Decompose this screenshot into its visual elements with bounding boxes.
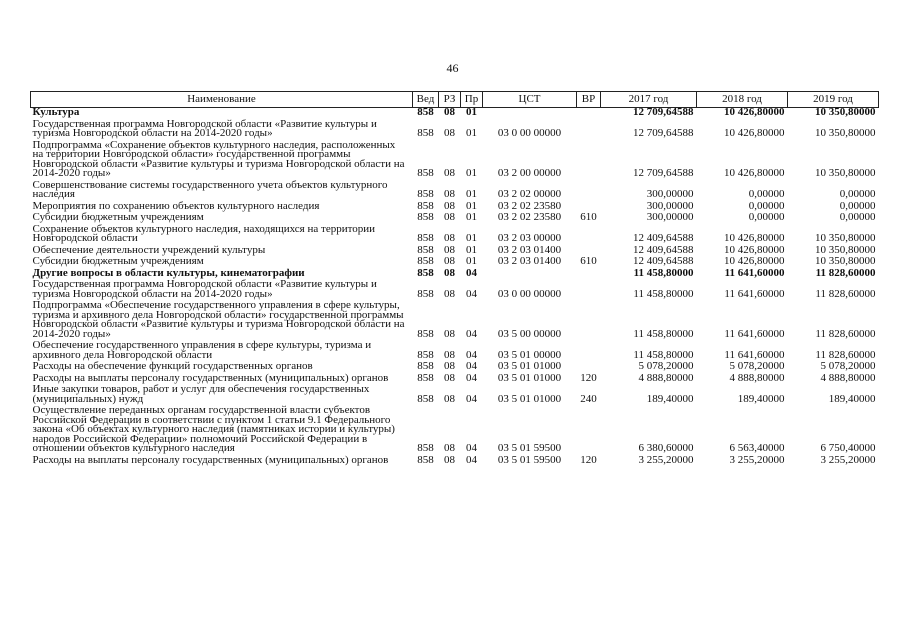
row-name: Иные закупки товаров, работ и услуг для обеспечения государственных (муниципальных) нужд <box>32 383 370 405</box>
row-amount-2019: 10 350,80000 <box>815 106 876 118</box>
row-ved: 858 <box>417 199 434 212</box>
row-amount-2017: 5 078,20000 <box>638 360 694 372</box>
row-rz: 08 <box>444 127 455 139</box>
row-amount-2017: 12 409,64588 <box>633 232 694 244</box>
row-cst: 03 2 00 00000 <box>497 167 562 179</box>
row-cst: 03 2 03 01400 <box>497 243 562 256</box>
table-row <box>31 278 879 299</box>
row-rz: 08 <box>444 371 455 384</box>
row-vr <box>577 139 601 179</box>
row-pr: 04 <box>466 392 477 405</box>
row-amount-2019: 10 350,80000 <box>815 255 876 267</box>
row-vr <box>577 339 601 360</box>
row-name: Мероприятия по сохранению объектов культурного наследия <box>32 199 320 212</box>
row-cst <box>483 108 577 118</box>
row-rz: 08 <box>444 392 455 405</box>
row-amount-2018: 10 426,80000 <box>724 127 785 139</box>
row-cst: 03 5 01 01000 <box>497 392 562 405</box>
row-cst: 03 5 01 01000 <box>497 360 562 372</box>
header-col-name: Наименование <box>31 92 413 108</box>
row-amount-2018: 11 641,60000 <box>724 327 785 340</box>
row-amount-2019: 10 350,80000 <box>815 232 876 244</box>
row-pr: 04 <box>466 327 477 340</box>
row-vr <box>577 267 601 279</box>
row-pr: 01 <box>466 106 477 118</box>
row-pr: 01 <box>466 211 477 223</box>
row-name: Подпрограмма «Обеспечение государственного управления в сфере культуры, туризма и архивного дела Новгородской области» государственной программы Новгородской области «Развитие культуры и туризма Новгородской области на 2014-2020 годы» <box>32 299 405 340</box>
table-row <box>31 179 879 200</box>
row-ved: 858 <box>417 371 434 384</box>
row-amount-2017: 4 888,80000 <box>638 371 694 384</box>
row-name: Совершенствование системы государственного учета объектов культурного наследия <box>32 178 388 200</box>
row-rz: 08 <box>444 188 455 200</box>
row-vr <box>577 118 601 139</box>
row-rz: 08 <box>444 199 455 212</box>
table-row <box>31 118 879 139</box>
row-cst: 03 5 01 01000 <box>497 371 562 384</box>
table-row <box>31 454 879 466</box>
row-amount-2018: 0,00000 <box>748 211 785 223</box>
row-pr: 01 <box>466 127 477 139</box>
row-amount-2017: 12 409,64588 <box>633 255 694 267</box>
row-cst <box>483 267 577 279</box>
row-amount-2018: 11 641,60000 <box>724 348 785 361</box>
row-pr: 04 <box>466 442 477 454</box>
row-cst: 03 0 00 00000 <box>497 287 562 300</box>
row-rz: 08 <box>444 453 455 466</box>
row-pr: 04 <box>466 453 477 466</box>
row-rz: 08 <box>444 442 455 454</box>
row-name: Государственная программа Новгородской области «Развитие культуры и туризма Новгородской области на 2014-2020 годы» <box>32 117 377 139</box>
table-row <box>31 139 879 179</box>
row-amount-2017: 300,00000 <box>646 188 694 200</box>
row-ved: 858 <box>417 360 434 372</box>
row-pr: 01 <box>466 167 477 179</box>
row-amount-2017: 6 380,60000 <box>638 442 694 454</box>
row-amount-2018: 10 426,80000 <box>724 255 785 267</box>
row-vr <box>577 223 601 244</box>
row-cst: 03 5 00 00000 <box>497 327 562 340</box>
table-row <box>31 211 879 223</box>
row-name: Расходы на обеспечение функций государственных органов <box>32 360 313 372</box>
row-vr <box>577 200 601 212</box>
row-ved: 858 <box>417 127 434 139</box>
row-amount-2019: 11 828,60000 <box>815 287 876 300</box>
row-pr: 01 <box>466 232 477 244</box>
row-ved: 858 <box>417 442 434 454</box>
row-amount-2017: 12 709,64588 <box>633 106 694 118</box>
row-name: Осуществление переданных органам государственной власти субъектов Российской Федерации в соответствии с пунктом 1 статьи 9.1 Федерального закона «Об объектах культурного наследия (памятниках истории и культуры) народов Российской Федерации» полномочий Российской Федерации в отношении объектов культурного наследия <box>32 404 395 454</box>
row-amount-2017: 12 709,64588 <box>633 127 694 139</box>
header-col-cst: ЦСТ <box>483 92 577 108</box>
table-row <box>31 267 879 279</box>
table-row <box>31 200 879 212</box>
row-amount-2017: 11 458,80000 <box>633 266 694 279</box>
table-body <box>31 108 879 466</box>
row-vr <box>577 404 601 454</box>
row-name: Расходы на выплаты персоналу государственных (муниципальных) органов <box>32 453 389 466</box>
row-amount-2017: 189,40000 <box>646 392 694 405</box>
budget-table <box>30 91 879 465</box>
row-ved: 858 <box>417 255 434 267</box>
row-amount-2019: 11 828,60000 <box>815 348 876 361</box>
row-amount-2018: 11 641,60000 <box>724 266 785 279</box>
row-ved: 858 <box>417 167 434 179</box>
row-vr <box>577 360 601 372</box>
row-vr: 120 <box>580 371 597 384</box>
table-row <box>31 299 879 339</box>
row-vr <box>577 108 601 118</box>
table-row <box>31 339 879 360</box>
row-pr: 04 <box>466 348 477 361</box>
row-amount-2019: 10 350,80000 <box>815 243 876 256</box>
row-rz: 08 <box>444 167 455 179</box>
row-name: Государственная программа Новгородской области «Развитие культуры и туризма Новгородской области на 2014-2020 годы» <box>32 278 377 300</box>
row-amount-2018: 10 426,80000 <box>724 243 785 256</box>
row-amount-2019: 0,00000 <box>839 211 876 223</box>
row-pr: 01 <box>466 188 477 200</box>
row-amount-2019: 11 828,60000 <box>815 266 876 279</box>
row-rz: 08 <box>444 348 455 361</box>
row-amount-2017: 12 409,64588 <box>633 243 694 256</box>
header-col-2019: 2019 год <box>788 92 879 108</box>
row-cst: 03 2 02 00000 <box>497 188 562 200</box>
row-amount-2018: 10 426,80000 <box>724 106 785 118</box>
row-cst: 03 2 03 00000 <box>497 232 562 244</box>
row-pr: 04 <box>466 360 477 372</box>
row-name: Обеспечение деятельности учреждений культуры <box>32 243 266 256</box>
row-amount-2018: 6 563,40000 <box>729 442 785 454</box>
row-name: Расходы на выплаты персоналу государственных (муниципальных) органов <box>32 371 389 384</box>
table-row <box>31 383 879 404</box>
row-cst: 03 5 01 00000 <box>497 348 562 361</box>
row-name: Субсидии бюджетным учреждениям <box>32 211 204 223</box>
row-ved: 858 <box>417 287 434 300</box>
row-vr: 240 <box>580 392 597 405</box>
row-rz: 08 <box>444 360 455 372</box>
row-name: Субсидии бюджетным учреждениям <box>32 255 204 267</box>
row-cst: 03 5 01 59500 <box>497 442 562 454</box>
row-amount-2018: 10 426,80000 <box>724 232 785 244</box>
row-amount-2019: 189,40000 <box>828 392 876 405</box>
row-name: Другие вопросы в области культуры, кинематографии <box>32 266 305 279</box>
row-amount-2017: 12 709,64588 <box>633 167 694 179</box>
row-amount-2019: 0,00000 <box>839 199 876 212</box>
row-cst: 03 2 02 23580 <box>497 211 562 223</box>
row-ved: 858 <box>417 348 434 361</box>
row-rz: 08 <box>444 232 455 244</box>
row-ved: 858 <box>417 453 434 466</box>
row-amount-2019: 10 350,80000 <box>815 127 876 139</box>
row-cst: 03 2 02 23580 <box>497 199 562 212</box>
row-pr: 01 <box>466 199 477 212</box>
row-rz: 08 <box>444 327 455 340</box>
row-amount-2019: 5 078,20000 <box>820 360 876 372</box>
table-row <box>31 372 879 384</box>
row-vr <box>577 278 601 299</box>
row-rz: 08 <box>444 106 455 118</box>
row-amount-2019: 4 888,80000 <box>820 371 876 384</box>
row-name: Обеспечение государственного управления в сфере культуры, туризма и архивного дела Новгородской области <box>32 339 372 361</box>
row-amount-2018: 10 426,80000 <box>724 167 785 179</box>
row-name: Подпрограмма «Сохранение объектов культурного наследия, расположенных на территории Новгородской области» государственной программы Новгородской области «Развитие культуры и туризма Новгородской области на 2014-2020 годы» <box>32 138 405 179</box>
row-rz: 08 <box>444 243 455 256</box>
row-amount-2018: 5 078,20000 <box>729 360 785 372</box>
table-row <box>31 244 879 256</box>
row-ved: 858 <box>417 211 434 223</box>
table-row <box>31 223 879 244</box>
row-amount-2018: 11 641,60000 <box>724 287 785 300</box>
row-amount-2017: 11 458,80000 <box>633 327 694 340</box>
header-col-2017: 2017 год <box>601 92 697 108</box>
row-name: Культура <box>32 106 80 118</box>
row-rz: 08 <box>444 255 455 267</box>
header-col-ved: Вед <box>413 92 439 108</box>
row-amount-2017: 3 255,20000 <box>638 453 694 466</box>
row-amount-2018: 0,00000 <box>748 188 785 200</box>
table-row <box>31 404 879 454</box>
row-cst: 03 5 01 59500 <box>497 453 562 466</box>
row-pr: 01 <box>466 243 477 256</box>
table-row <box>31 360 879 372</box>
row-ved: 858 <box>417 243 434 256</box>
row-amount-2017: 11 458,80000 <box>633 348 694 361</box>
row-amount-2018: 3 255,20000 <box>729 453 785 466</box>
row-vr: 610 <box>580 211 597 223</box>
row-cst: 03 0 00 00000 <box>497 127 562 139</box>
page-number: 46 <box>446 61 459 75</box>
row-amount-2017: 300,00000 <box>646 211 694 223</box>
row-ved: 858 <box>417 188 434 200</box>
row-ved: 858 <box>417 106 434 118</box>
row-vr: 120 <box>580 453 597 466</box>
table-row <box>31 108 879 118</box>
row-rz: 08 <box>444 211 455 223</box>
row-pr: 04 <box>466 266 477 279</box>
row-vr <box>577 299 601 339</box>
row-ved: 858 <box>417 327 434 340</box>
row-pr: 04 <box>466 287 477 300</box>
header-col-2018: 2018 год <box>697 92 788 108</box>
row-amount-2019: 3 255,20000 <box>820 453 876 466</box>
row-amount-2019: 6 750,40000 <box>820 442 876 454</box>
row-amount-2018: 189,40000 <box>737 392 785 405</box>
header-col-rz: РЗ <box>439 92 461 108</box>
row-ved: 858 <box>417 266 434 279</box>
row-cst: 03 2 03 01400 <box>497 255 562 267</box>
row-amount-2019: 10 350,80000 <box>815 167 876 179</box>
table-row <box>31 255 879 267</box>
row-ved: 858 <box>417 232 434 244</box>
row-amount-2018: 0,00000 <box>748 199 785 212</box>
row-amount-2018: 4 888,80000 <box>729 371 785 384</box>
row-rz: 08 <box>444 287 455 300</box>
row-amount-2017: 300,00000 <box>646 199 694 212</box>
row-vr <box>577 179 601 200</box>
row-pr: 01 <box>466 255 477 267</box>
row-amount-2019: 11 828,60000 <box>815 327 876 340</box>
row-pr: 04 <box>466 371 477 384</box>
row-ved: 858 <box>417 392 434 405</box>
row-amount-2017: 11 458,80000 <box>633 287 694 300</box>
header-col-pr: Пр <box>461 92 483 108</box>
header-col-vr: ВР <box>577 92 601 108</box>
row-vr <box>577 244 601 256</box>
row-rz: 08 <box>444 266 455 279</box>
row-name: Сохранение объектов культурного наследия, находящихся на территории Новгородской области <box>32 222 376 244</box>
row-amount-2019: 0,00000 <box>839 188 876 200</box>
row-vr: 610 <box>580 255 597 267</box>
